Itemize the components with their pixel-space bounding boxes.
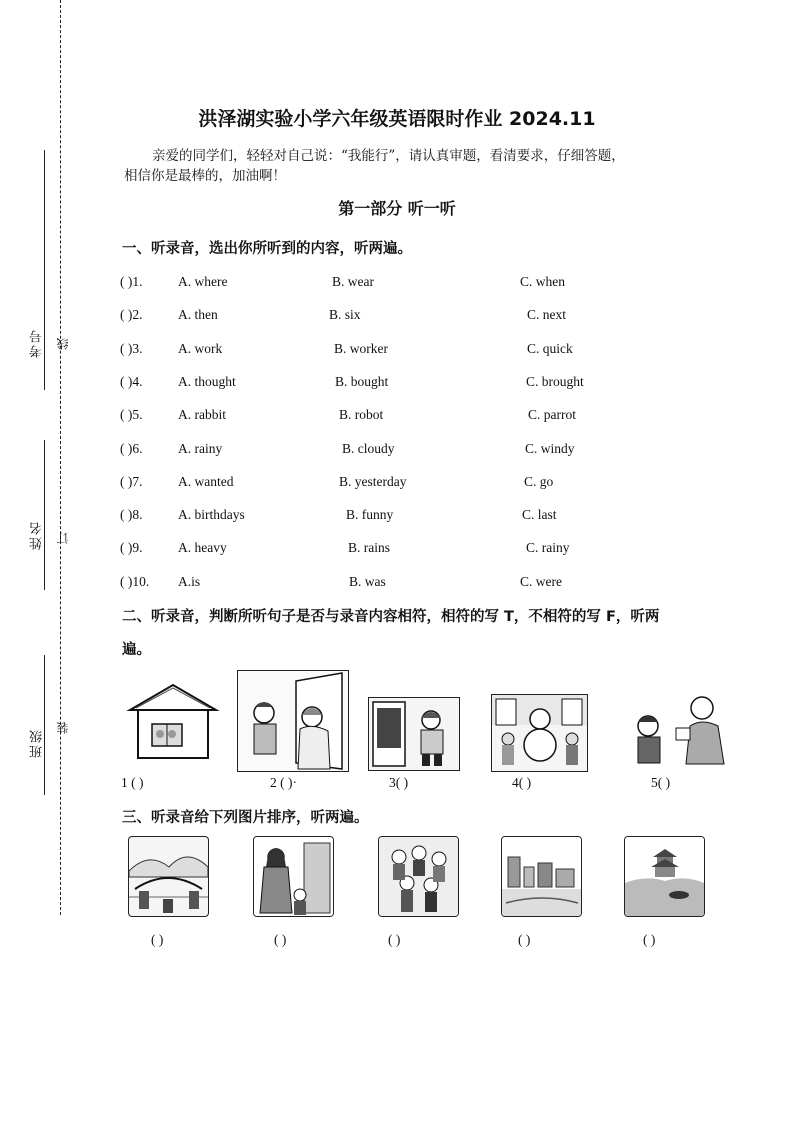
part-one-heading: 第一部分 听一听 [338,199,456,218]
city-skyline-picture [501,836,582,917]
option-b[interactable]: B. six [329,307,361,323]
street-crowd-picture [491,694,588,772]
option-b[interactable]: B. worker [334,340,388,356]
page-title: 洪泽湖实验小学六年级英语限时作业 2024.11 [198,108,596,130]
exam-number-label: 考号 [30,328,45,358]
option-b[interactable]: B. robot [339,407,384,423]
option-a[interactable]: A. work [178,340,223,356]
question-row [120,307,680,327]
class-blank[interactable] [44,655,45,795]
class-label: 班级 [30,728,45,758]
answer-blank[interactable]: ( )3. [120,340,143,356]
option-a[interactable]: A. then [178,307,218,323]
question-row [120,374,680,394]
binding-dashed-line [60,0,61,915]
question-row [120,507,680,527]
house-picture [126,682,220,760]
question-row [120,407,680,427]
section-three-heading: 三、听录音给下列图片排序，听两遍。 [122,810,369,826]
answer-blank[interactable]: ( )4. [120,373,143,389]
pagoda-lake-picture [624,836,705,917]
option-b[interactable]: B. wear [332,274,374,289]
order-answer-2[interactable]: ( ) [274,932,287,947]
binding-mark-seal: 装 [56,722,70,734]
binding-mark-bind: 订 [56,532,70,544]
option-a[interactable]: A. thought [178,373,236,389]
question-row [120,574,680,594]
question-row [120,540,680,560]
order-answer-3[interactable]: ( ) [388,932,401,947]
section-two-heading-line-2: 遍。 [122,642,151,658]
option-c[interactable]: C. were [520,573,562,589]
option-c[interactable]: C. go [524,473,554,489]
answer-blank[interactable]: ( )2. [120,307,143,323]
answer-blank[interactable]: ( )9. [120,540,143,556]
option-c[interactable]: C. last [522,507,557,523]
door-visitors-picture [237,670,349,772]
question-row [120,441,680,461]
option-a[interactable]: A. heavy [178,540,227,556]
exam-number-blank[interactable] [44,150,45,390]
museum-visitors-picture [253,836,334,917]
option-b[interactable]: B. rains [348,540,390,556]
order-answer-4[interactable]: ( ) [518,932,531,947]
option-a[interactable]: A. rainy [178,440,223,456]
option-a[interactable]: A.is [178,573,201,589]
judge-answer-1[interactable]: 1 ( ) [121,775,144,790]
festival-crowd-picture [378,836,459,917]
binding-mark-line: 线 [56,338,70,350]
option-a[interactable]: A. birthdays [178,507,245,523]
judge-answer-3[interactable]: 3( ) [389,775,409,790]
answer-blank[interactable]: ( )5. [120,407,143,423]
name-label: 姓名 [30,520,45,550]
option-c[interactable]: C. parrot [528,407,576,423]
option-c[interactable]: C. windy [525,440,575,456]
answer-blank[interactable]: ( )8. [120,507,143,523]
answer-blank[interactable]: ( )6. [120,440,143,456]
option-a[interactable]: A. rabbit [178,407,226,423]
judge-answer-2[interactable]: 2 ( )· [270,775,297,790]
section-two-heading-line-1: 二、听录音，判断所听句子是否与录音内容相符，相符的写 T，不相符的写 F，听两 [122,609,660,625]
option-b[interactable]: B. yesterday [339,473,407,489]
judge-answer-4[interactable]: 4( ) [512,775,532,790]
option-c[interactable]: C. quick [527,340,573,356]
section-one-heading: 一、听录音，选出你所听到的内容，听两遍。 [122,241,412,257]
judge-answer-5[interactable]: 5( ) [651,775,671,790]
intro-line-1: 亲爱的同学们，轻轻对自己说：“我能行”，请认真审题，看清要求，仔细答题， [152,148,625,164]
grandpa-boy-picture [630,692,730,766]
question-row [120,474,680,494]
option-c[interactable]: C. when [520,274,565,289]
order-answer-5[interactable]: ( ) [643,932,656,947]
option-c[interactable]: C. rainy [526,540,570,556]
intro-line-2: 相信你是最棒的，加油啊！ [124,168,286,184]
answer-blank[interactable]: ( )10. [120,573,150,589]
option-b[interactable]: B. cloudy [342,440,395,456]
question-row [120,341,680,361]
option-b[interactable]: B. bought [335,373,389,389]
answer-blank[interactable]: ( )7. [120,473,143,489]
order-answer-1[interactable]: ( ) [151,932,164,947]
option-b[interactable]: B. was [349,573,386,589]
name-blank[interactable] [44,440,45,590]
option-b[interactable]: B. funny [346,507,394,523]
option-c[interactable]: C. next [527,307,566,323]
option-a[interactable]: A. where [178,274,228,289]
option-c[interactable]: C. brought [526,373,584,389]
option-a[interactable]: A. wanted [178,473,234,489]
wardrobe-dressing-picture [368,697,460,771]
bridge-landscape-picture [128,836,209,917]
answer-blank[interactable]: ( )1. [120,274,143,289]
question-row [120,274,680,294]
